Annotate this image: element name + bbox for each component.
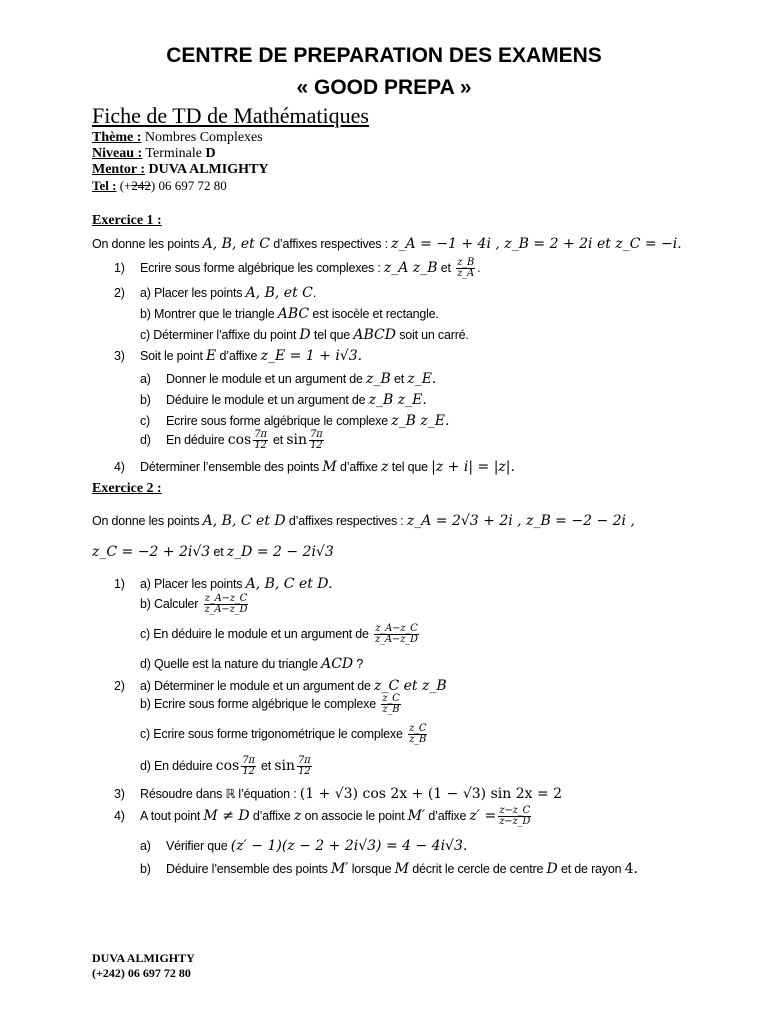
ex2-q4-math1: M ≠ D <box>203 807 250 824</box>
ex2-q1-num: 1) <box>114 577 125 591</box>
ex2-q1a-text: a) Placer les points <box>140 577 246 591</box>
ex1-q2c-math2: ABCD <box>353 327 396 343</box>
ex2-q4b-math3: D <box>546 861 558 877</box>
ex1-q3 <box>114 348 362 364</box>
ex2-q4b-math4: 4. <box>624 861 638 877</box>
ex1-q2a: 2) a) Placer les points A, B, et C. <box>114 285 317 301</box>
ex1-q3d-letter: d) <box>140 432 151 447</box>
ex1-q3a-text: Donner le module et un argument de <box>166 372 367 386</box>
meta-mentor <box>92 162 268 178</box>
frac-den: 12 <box>298 766 311 777</box>
ex1-q2c-math1: D <box>299 327 311 343</box>
frac-den: 12 <box>254 440 267 451</box>
ex2-q4b-math1: M′ <box>330 861 349 877</box>
ex2-q2d-et: et <box>257 758 275 773</box>
ex1-q3b-text: Déduire le module et un argument de <box>166 393 369 407</box>
niveau-value: Terminale <box>145 146 206 161</box>
frac-num: 7π <box>254 429 267 440</box>
ex2-q2d <box>140 756 314 777</box>
ex2-q4-fraction <box>498 806 531 827</box>
ex1-q2b-math: ABC <box>277 306 310 322</box>
ex1-q3-num: 3) <box>114 349 125 363</box>
frac-den: z_B <box>409 734 427 745</box>
ex1-q3a <box>140 371 436 387</box>
ex2-q2d-cos: cos <box>215 757 240 774</box>
ex1-q3-text: Soit le point <box>140 349 206 363</box>
ex1-q4 <box>114 459 515 475</box>
ex1-q4-text: Déterminer l’ensemble des points <box>140 460 323 474</box>
ex2-q2a <box>114 678 447 694</box>
ex2-q4-mid: d’affixe <box>249 808 294 823</box>
ex1-q4-num: 4) <box>114 460 125 474</box>
ex1-q2b-text: b) Montrer que le triangle <box>140 307 278 321</box>
ex2-q4b-text: Déduire l’ensemble des points <box>166 862 331 876</box>
ex1-q3b-math: z_B z_E. <box>368 392 427 408</box>
ex1-q3a-et: et <box>390 372 408 386</box>
ex1-q1-math: z_A z_B <box>383 259 438 276</box>
ex1-q2-num: 2) <box>114 286 125 300</box>
ex1-q3a-letter: a) <box>140 372 151 386</box>
ex2-q4b-rest: et de rayon <box>557 862 625 876</box>
ex2-q4 <box>114 806 533 827</box>
ex2-q2d-fraction-sin <box>297 756 312 777</box>
frac-den: z_A−z_D <box>375 634 418 645</box>
ex2-q1b-fraction <box>204 594 249 615</box>
ex2-q4-text: A tout point <box>140 808 204 823</box>
ex1-q2b <box>140 306 439 322</box>
ex2-q4b-mid: lorsque <box>348 862 395 876</box>
ex2-q2c-fraction <box>408 724 427 745</box>
ex2-intro2-et: et <box>210 545 227 559</box>
ex2-q1a-math: A, B, C et D. <box>245 576 333 592</box>
exercise-1-title: Exercice 1 : <box>92 213 162 228</box>
page-title: Fiche de TD de Mathématiques <box>92 103 369 128</box>
ex1-q3d-cos: cos <box>227 431 252 448</box>
meta-niveau <box>92 146 216 162</box>
ex1-q3d-fraction-sin <box>309 430 324 451</box>
ex1-q3-math2: z_E = 1 + i√3. <box>260 348 363 364</box>
ex1-q2a-text: a) Placer les points <box>140 286 246 300</box>
frac-den: z_A−z_D <box>204 604 248 615</box>
ex1-q3c-text: Ecrire sous forme algébrique le complexe <box>166 414 392 428</box>
frac-num: 7π <box>242 755 255 766</box>
frac-num: z_C <box>382 693 400 704</box>
ex2-q1b-text: b) Calculer <box>140 596 202 611</box>
ex2-q1b <box>140 594 250 615</box>
ex1-q4-mid: d’affixe <box>336 460 382 474</box>
ex1-q3d-text: En déduire <box>166 432 228 447</box>
ex1-q2c <box>140 327 469 343</box>
tel-label: Tel : <box>92 178 117 193</box>
frac-num: z_A−z_C <box>375 623 418 634</box>
mentor-value: DUVA ALMIGHTY <box>148 162 269 177</box>
ex1-q2c-text: c) Déterminer l’affixe du point <box>140 328 300 342</box>
frac-num: z−z_C <box>499 805 530 816</box>
header-line-1: CENTRE DE PREPARATION DES EXAMENS <box>166 44 602 67</box>
ex2-q1c <box>140 624 421 645</box>
ex2-q4-math3: M′ <box>407 807 426 824</box>
frac-den: z−z_D <box>499 816 531 827</box>
ex2-q4-math4: z′ = <box>469 807 497 824</box>
frac-num: 7π <box>298 755 311 766</box>
ex2-q4a-text: Vérifier que <box>166 839 231 853</box>
ex2-q2a-math: z_C et z_B <box>374 678 447 694</box>
ex2-q2d-text: d) En déduire <box>140 758 216 773</box>
ex1-q4-math2: z <box>381 459 389 475</box>
ex1-q3d-sin: sin <box>286 431 308 448</box>
ex1-q2b-rest: est isocèle et rectangle. <box>309 307 439 321</box>
niveau-value-bold: D <box>205 146 216 161</box>
ex2-intro-a: On donne les points <box>92 514 203 528</box>
frac-num: 7π <box>310 429 323 440</box>
ex1-q1: 1) Ecrire sous forme algébrique les complexes : z_A z_B et $\frac{z\_B}{z\_A}$ . <box>114 257 481 279</box>
meta-theme <box>92 130 263 146</box>
ex1-q3d-et: et <box>269 432 287 447</box>
ex2-q4a <box>140 838 467 854</box>
ex1-q3c-letter: c) <box>140 414 151 428</box>
ex2-q4a-math: (z′ − 1)(z − 2 + 2i√3) = 4 − 4i√3. <box>230 838 468 854</box>
ex1-q4-math3: |z + i| = |z|. <box>431 459 515 475</box>
ex2-q4-mid3: d’affixe <box>425 808 470 823</box>
ex1-q2c-rest: soit un carré. <box>395 328 469 342</box>
theme-value: Nombres Complexes <box>144 130 263 145</box>
ex1-intro-a: On donne les points <box>92 237 203 251</box>
tel-open: (+ <box>119 178 132 193</box>
frac-num: z_C <box>409 723 427 734</box>
ex2-q3-math: (1 + √3) cos 2x + (1 − √3) sin 2x = 2 <box>299 786 563 802</box>
ex1-q3d <box>140 430 326 451</box>
ex2-q4b <box>140 861 638 877</box>
ex1-q3-math1: E <box>206 348 217 364</box>
ex1-q2c-mid: tel que <box>310 328 354 342</box>
ex1-q1-fraction <box>456 258 475 279</box>
ex1-q1-num: 1) <box>114 260 125 275</box>
ex2-q4-math2: z <box>293 807 302 824</box>
ex2-q2d-sin: sin <box>274 757 296 774</box>
ex1-intro-math: z_A = −1 + 4i , z_B = 2 + 2i et z_C = −i. <box>391 236 682 252</box>
ex1-q1-text: Ecrire sous forme algébrique les complexes : <box>140 260 384 275</box>
ex2-q2b <box>140 694 403 715</box>
ex1-intro-b: d’affixes respectives : <box>269 237 392 251</box>
ex1-q1-et: et <box>437 260 455 275</box>
ex1-q3c <box>140 413 449 429</box>
ex2-q4-num: 4) <box>114 808 125 823</box>
ex1-q3b-letter: b) <box>140 393 151 407</box>
ex1-q3d-fraction-cos <box>253 430 268 451</box>
ex2-intro-2 <box>92 544 334 560</box>
ex2-q1d-math: ACD <box>321 656 354 672</box>
ex2-q1c-text: c) En déduire le module et un argument de <box>140 626 373 641</box>
ex2-q1c-fraction <box>374 624 419 645</box>
ex2-q2b-fraction <box>381 694 400 715</box>
ex2-intro-points: A, B, C et D <box>202 513 286 529</box>
frac-den: z_A <box>457 268 475 279</box>
ex2-intro2-math2: z_D = 2 − 2i√3 <box>226 544 334 560</box>
ex2-q4b-letter: b) <box>140 862 151 876</box>
ex2-q1a <box>114 576 332 592</box>
ex2-q2b-text: b) Ecrire sous forme algébrique le complexe <box>140 696 380 711</box>
ex2-q3 <box>114 786 562 802</box>
ex2-q1d <box>140 656 363 672</box>
ex1-q3a-math2: z_E. <box>407 371 437 387</box>
ex1-q4-math1: M <box>322 459 337 475</box>
tel-struck: 242 <box>131 178 151 193</box>
ex2-q2d-fraction-cos <box>241 756 256 777</box>
tel-rest: ) 06 697 72 80 <box>150 178 227 193</box>
ex2-q4a-letter: a) <box>140 839 151 853</box>
ex1-q4-mid2: tel que <box>388 460 432 474</box>
frac-den: 12 <box>242 766 255 777</box>
ex2-intro-math: z_A = 2√3 + 2i , z_B = −2 − 2i , <box>406 513 635 529</box>
ex1-q3-mid: d’affixe <box>216 349 261 363</box>
ex2-q2-num: 2) <box>114 679 125 693</box>
niveau-label: Niveau : <box>92 146 143 161</box>
ex1-intro-points: A, B, et C <box>202 236 270 252</box>
meta-tel <box>92 178 227 194</box>
frac-den: z_B <box>382 704 400 715</box>
ex2-q4b-mid2: décrit le cercle de centre <box>408 862 547 876</box>
ex2-q3-num: 3) <box>114 787 125 801</box>
ex2-intro <box>92 513 635 529</box>
ex2-q1d-rest: ? <box>353 657 364 671</box>
frac-den: 12 <box>310 440 323 451</box>
frac-num: z_B <box>457 257 475 268</box>
ex2-q2c-text: c) Ecrire sous forme trigonométrique le complexe <box>140 726 406 741</box>
ex1-q3c-math: z_B z_E. <box>391 413 450 429</box>
ex2-q3-text: Résoudre dans ℝ l’équation : <box>140 787 300 801</box>
exercise-2-title: Exercice 2 : <box>92 481 162 496</box>
ex1-q3a-math1: z_B <box>366 371 391 387</box>
ex2-q2c <box>140 724 429 745</box>
footer-name: DUVA ALMIGHTY <box>92 951 195 965</box>
frac-num: z_A−z_C <box>204 593 248 604</box>
ex2-intro2-math1: z_C = −2 + 2i√3 <box>92 544 211 560</box>
theme-label: Thème : <box>92 130 142 145</box>
header-line-2: « GOOD PREPA » <box>296 76 472 99</box>
ex2-q4b-math2: M <box>394 861 409 877</box>
ex1-intro <box>92 236 682 252</box>
mentor-label: Mentor : <box>92 162 145 177</box>
ex2-intro-b: d’affixes respectives : <box>285 514 407 528</box>
ex2-q1d-text: d) Quelle est la nature du triangle <box>140 657 322 671</box>
ex2-q2a-text: a) Déterminer le module et un argument de <box>140 679 375 693</box>
ex1-q3b <box>140 392 427 408</box>
footer-phone: (+242) 06 697 72 80 <box>92 966 191 980</box>
ex2-q4-mid2: on associe le point <box>301 808 408 823</box>
ex1-q2a-math: A, B, et C <box>245 285 313 301</box>
